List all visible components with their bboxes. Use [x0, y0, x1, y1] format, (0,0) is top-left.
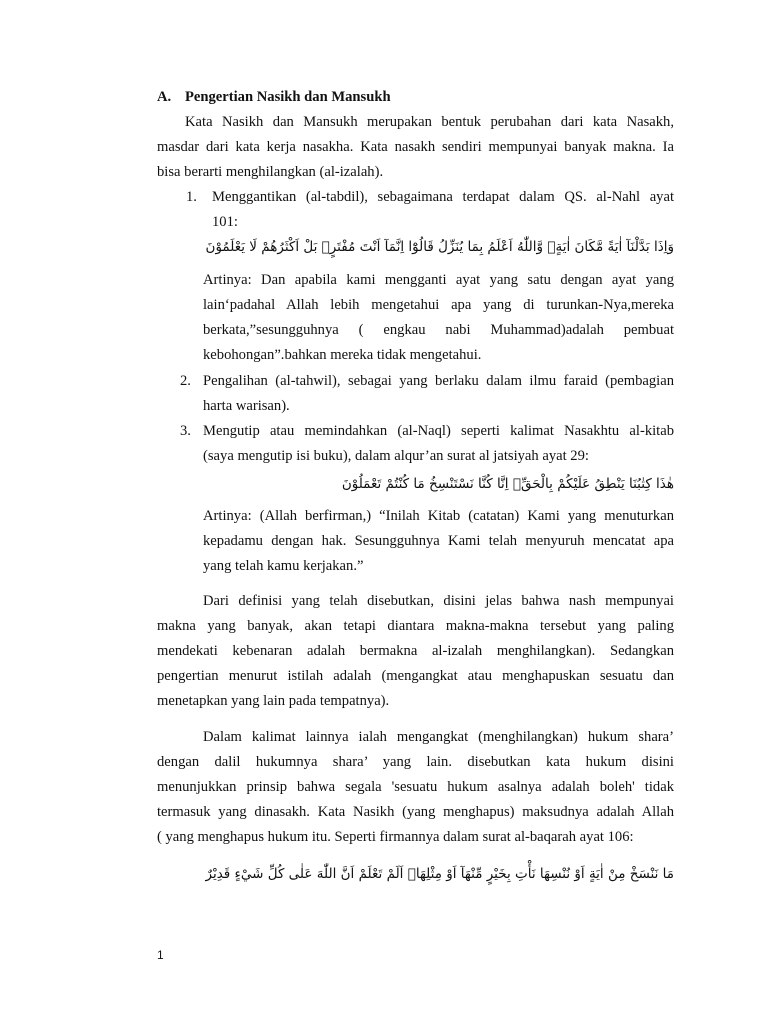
list-item-2-number: 2. [180, 373, 191, 389]
list-item-1-number: 1. [186, 189, 197, 205]
section-title: Pengertian Nasikh dan Mansukh [185, 89, 391, 105]
arabic-verse-al-jatsiyah-29: هٰذَا كِتٰبُنَا يَنْطِقُ عَلَيْكُمْ بِالْحَقِّۗ اِنَّا كُنَّا نَسْتَنْسِخُ مَا كُنْتُمْ تَعْمَلُوْنَ [341, 476, 674, 492]
paragraph-3-line-3: menunjukkan prinsip bahwa segala 'sesuatu hukum asalnya adalah boleh' tidak [157, 779, 674, 795]
intro-line-3: bisa berarti menghilangkan (al-izalah). [157, 164, 384, 180]
list-item-3-line-1 [180, 422, 674, 440]
paragraph-3-line-1: Dalam kalimat lainnya ialah mengangkat (menghilangkan) hukum shara’ [203, 729, 674, 745]
paragraph-2-line-1: Dari definisi yang telah disebutkan, disini jelas bahwa nash mempunyai [203, 593, 674, 609]
translation-3-line-3: yang telah kamu kerjakan.” [203, 558, 364, 574]
list-item-2-line-1 [180, 372, 674, 390]
list-item-3-line-2: (saya mengutip isi buku), dalam alqur’an surat al jatsiyah ayat 29: [203, 448, 589, 464]
arabic-verse-al-baqarah-106: مَا نَنْسَخْ مِنْ اٰيَةٍ اَوْ نُنْسِهَا نَأْتِ بِخَيْرٍ مِّنْهَآ اَوْ مِثْلِهَاۗ اَلَمْ تَعْلَمْ اَنَّ اللّٰهَ عَلٰى كُلِّ شَيْءٍ قَدِيْرٌ [205, 866, 674, 882]
page-number: 1 [157, 948, 164, 962]
paragraph-2-line-4: pengertian menurut istilah adalah (mengangkat atau menghapuskan sesuatu dan [157, 668, 674, 684]
intro-line-2: masdar dari kata kerja nasakha. Kata nasakh sendiri mempunyai banyak makna. Ia [157, 139, 674, 155]
translation-1-line-4: kebohongan”.bahkan mereka tidak mengetahui. [203, 347, 482, 363]
translation-1-line-1: Artinya: Dan apabila kami mengganti ayat yang satu dengan ayat yang [203, 272, 674, 288]
paragraph-2-line-5: menetapkan yang lain pada tempatnya). [157, 693, 390, 709]
translation-3-line-2: kepadamu dengan hak. Sesungguhnya Kami telah menyuruh mencatat apa [203, 533, 674, 549]
translation-3-line-1: Artinya: (Allah berfirman,) “Inilah Kitab (catatan) Kami yang menuturkan [203, 508, 674, 524]
list-item-1-line-1 [186, 188, 674, 206]
paragraph-3-line-2: dengan dalil hukumnya shara’ yang lain. disebutkan kata hukum disini [157, 754, 674, 770]
list-item-1-text: Menggantikan (al-tabdil), sebagaimana terdapat dalam QS. al-Nahl ayat [212, 189, 674, 205]
arabic-verse-an-nahl-101: وَاِذَا بَدَّلْنَآ اٰيَةً مَّكَانَ اٰيَةٍۙ وَّاللّٰهُ اَعْلَمُ بِمَا يُنَزِّلُ قَالُوْٓا اِنَّمَآ اَنْتَ مُفْتَرٍۗ بَلْ اَكْثَرُهُمْ لَا يَعْلَمُوْنَ [205, 239, 674, 255]
list-item-3-text: Mengutip atau memindahkan (al-Naql) seperti kalimat Nasakhtu al-kitab [203, 423, 674, 439]
section-heading [157, 88, 674, 106]
list-item-2-line-2: harta warisan). [203, 398, 290, 414]
list-item-2-text: Pengalihan (al-tahwil), sebagai yang berlaku dalam ilmu faraid (pembagian [203, 373, 674, 389]
translation-1-line-3: berkata,”sesungguhnya ( engkau nabi Muhammad)adalah pembuat [203, 322, 674, 338]
list-item-1-line-2: 101: [212, 214, 238, 230]
paragraph-2-line-3: mendekati kebenaran adalah bermakna al-izalah menghilangkan). Sedangkan [157, 643, 674, 659]
section-letter: A. [157, 89, 172, 105]
paragraph-2-line-2: makna yang banyak, akan tetapi diantara makna-makna tersebut yang paling [157, 618, 674, 634]
paragraph-3-line-5: ( yang menghapus hukum itu. Seperti firmannya dalam surat al-baqarah ayat 106: [157, 829, 634, 845]
list-item-3-number: 3. [180, 423, 191, 439]
translation-1-line-2: lain‘padahal Allah lebih mengetahui apa yang di turunkan-Nya,mereka [203, 297, 674, 313]
intro-line-1: Kata Nasikh dan Mansukh merupakan bentuk perubahan dari kata Nasakh, [185, 114, 674, 130]
paragraph-3-line-4: termasuk yang dinasakh. Kata Nasikh (yang menghapus) maksudnya adalah Allah [157, 804, 674, 820]
